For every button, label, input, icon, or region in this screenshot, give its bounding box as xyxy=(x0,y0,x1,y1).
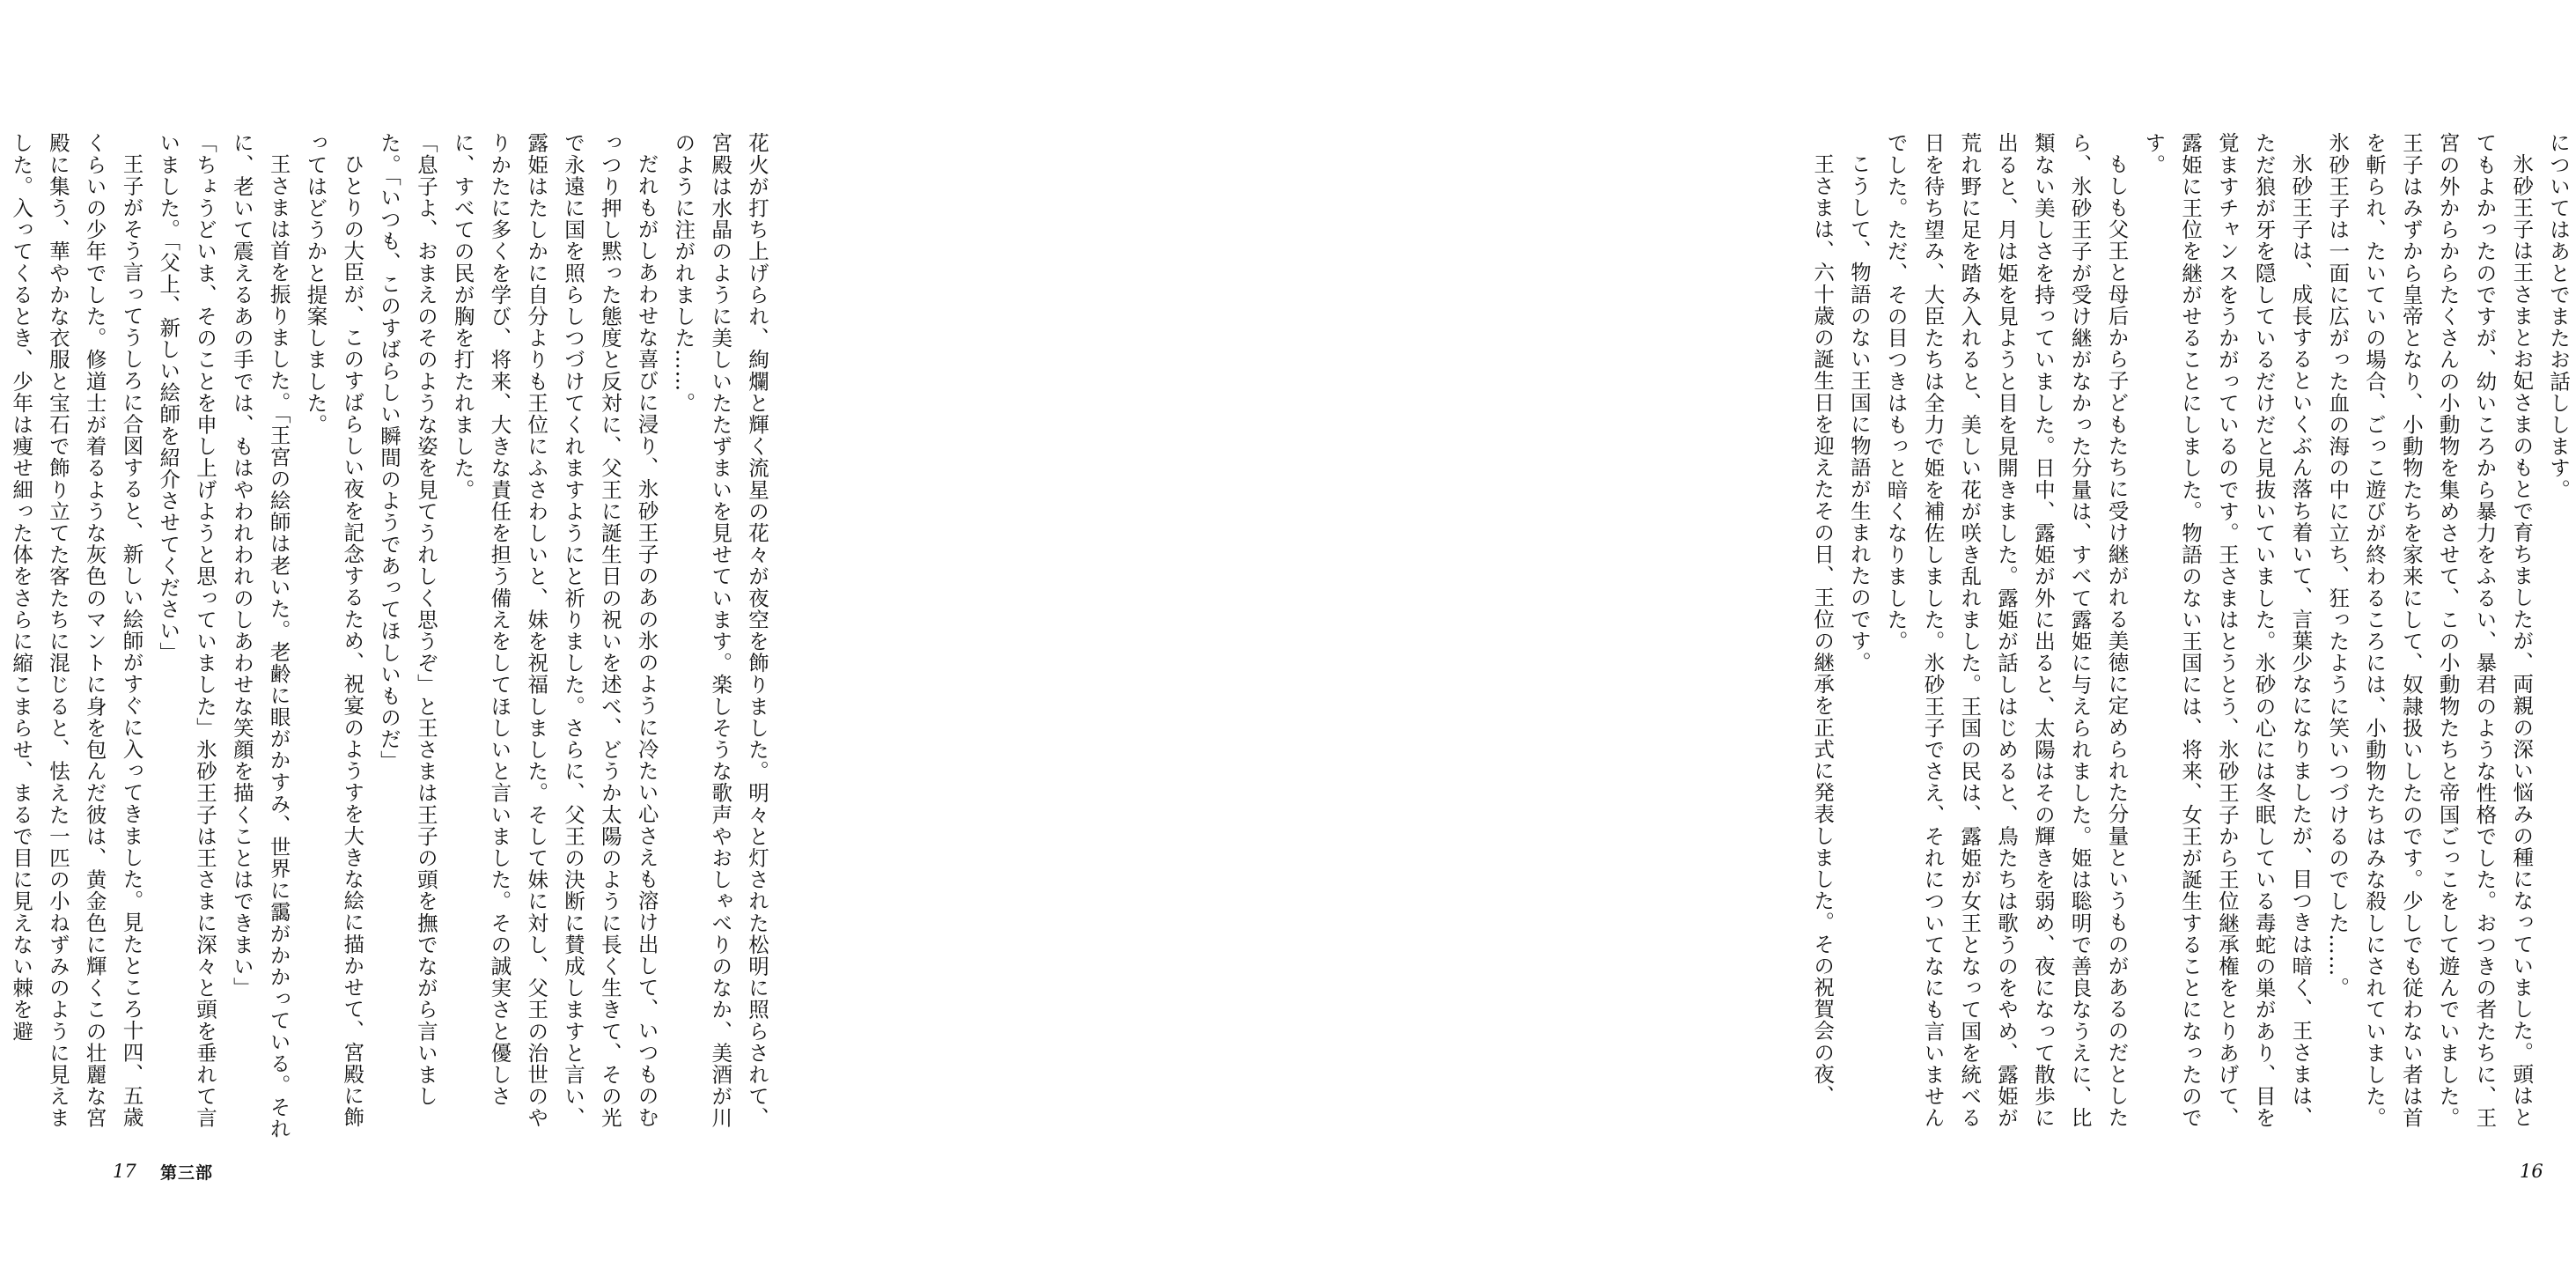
paragraph: についてはあとでまたお話しします。 xyxy=(2546,132,2571,501)
paragraph: 花火が打ち上げられ、絢爛と輝く流星の花々が夜空を飾りました。明々と灯された松明に照らされて、宮殿は水晶のように美しいたたずまいを見せています。楽しそうな歌声やおしゃべりのなか、美酒が川のように注がれました……。 xyxy=(671,132,769,1129)
running-head: 第三部 xyxy=(160,1163,214,1183)
paragraph: 王さまは首を振りました。「王宮の絵師は老いた。老齢に眼がかすみ、世界に靄がかかっている。それに、老いて震えるあの手では、もはやわれわれのしあわせな笑顔を描くことはできまい」 xyxy=(229,132,291,1140)
paragraph: 王子がそう言ってうしろに合図すると、新しい絵師がすぐに入ってきました。見たところ十四、五歳くらいの少年でした。修道士が着るような灰色のマントに身を包んだ彼は、黄金色に輝くこの壮麗な宮殿に集う、華やかな衣服と宝石で飾り立てた客たちに混じると、怯えた一匹の小ねずみのように見えました。入ってくるとき、少年は痩せ細った体をさらに縮こまらせ、まるで目に見えない棘を避 xyxy=(9,132,144,1129)
paragraph: ひとりの大臣が、このすばらしい夜を記念するため、祝宴のようすを大きな絵に描かせて、宮殿に飾ってはどうかと提案しました。 xyxy=(303,132,365,1128)
right-page xyxy=(880,0,2571,1269)
left-page-body xyxy=(9,132,775,1145)
paragraph: 氷砂王子は王さまとお妃さまのもとで育ちましたが、両親の深い悩みの種になっていました。頭はとてもよかったのですが、幼いころから暴力をふるい、暴君のような性格でした。おつきの者たちに、王宮の外からからたくさんの小動物を集めさせて、この小動物たちと帝国ごっこをして遊んでいました。王子はみずから皇帝となり、小動物たちを家来にして、奴隷扱いしたのです。少しでも従わない者は首を斬られ、たいていの場合、ごっこ遊びが終わるころには、小動物たちはみな殺しにされていました。氷砂王子は一面に広がった血の海の中に立ち、狂ったように笑いつづけるのでした……。 xyxy=(2325,132,2535,1129)
page-number: 16 xyxy=(2520,1161,2543,1182)
paragraph: だれもがしあわせな喜びに浸り、氷砂王子のあの氷のように冷たい心さえも溶け出して、いつものむっつり押し黙った態度と反対に、父王に誕生日の祝いを述べ、どうか太陽のように長く生きて、その光で永遠に国を照らしつづけてくれますようにと祈りました。さらに、父王の決断に賛成しますと言い、露姫はたしかに自分よりも王位にふさわしいと、妹を祝福しました。そして妹に対し、父王の治世のやりかたに多くを学び、将来、大きな責任を担う備えをしてほしいと言いました。その誠実さと優しさに、すべての民が胸を打たれました。 xyxy=(450,132,659,1129)
dialogue-paragraph: 「息子よ、おまえのそのような姿を見てうれしく思うぞ」と王さまは王子の頭を撫でながら言いました。「いつも、このすばらしい瞬間のようであってほしいものだ」 xyxy=(377,132,438,1107)
paragraph: もしも父王と母后から子どもたちに受け継がれる美徳に定められた分量というものがあるのだとしたら、氷砂王子が受け継がなかった分量は、すべて露姫に与えられました。姫は聡明で善良なうえに、比類ない美しさを持っていました。日中、露姫が外に出ると、太陽はその輝きを弱め、夜になって散歩に出ると、月は姫を見ようと目を見開きました。露姫が話しはじめると、鳥たちは歌うのをやめ、露姫が荒れ野に足を踏み入れると、美しい花が咲き乱れました。王国の民は、露姫が女王となって国を統べる日を待ち望み、大臣たちは全力で姫を補佐しました。氷砂王子でさえ、それについてなにも言いませんでした。ただ、その目つきはもっと暗くなりました。 xyxy=(1883,132,2130,1129)
dialogue-paragraph: 「ちょうどいま、そのことを申し上げようと思っていました」氷砂王子は王さまに深々と頭を垂れて言いました。「父上、新しい絵師を紹介させてください」 xyxy=(156,132,218,1129)
page-number: 17 xyxy=(113,1161,136,1182)
paragraph: 氷砂王子は、成長するといくぶん落ち着いて、言葉少なになりましたが、目つきは暗く、王さまは、ただ狼が牙を隠しているだけだと見抜いていました。氷砂の心には冬眠している毒蛇の巣があり、目を覚ますチャンスをうかがっているのです。王さまはとうとう、氷砂王子から王位継承権をとりあげて、露姫に王位を継がせることにしました。物語のない王国には、将来、女王が誕生することになったのです。 xyxy=(2141,132,2314,1129)
left-page xyxy=(0,0,880,1269)
right-page-body xyxy=(1810,132,2576,1145)
paragraph: 王さまは、六十歳の誕生日を迎えたその日、王位の継承を正式に発表しました。その祝賀会の夜、 xyxy=(1810,152,1836,1106)
paragraph: こうして、物語のない王国に物語が生まれたのです。 xyxy=(1846,152,1872,673)
